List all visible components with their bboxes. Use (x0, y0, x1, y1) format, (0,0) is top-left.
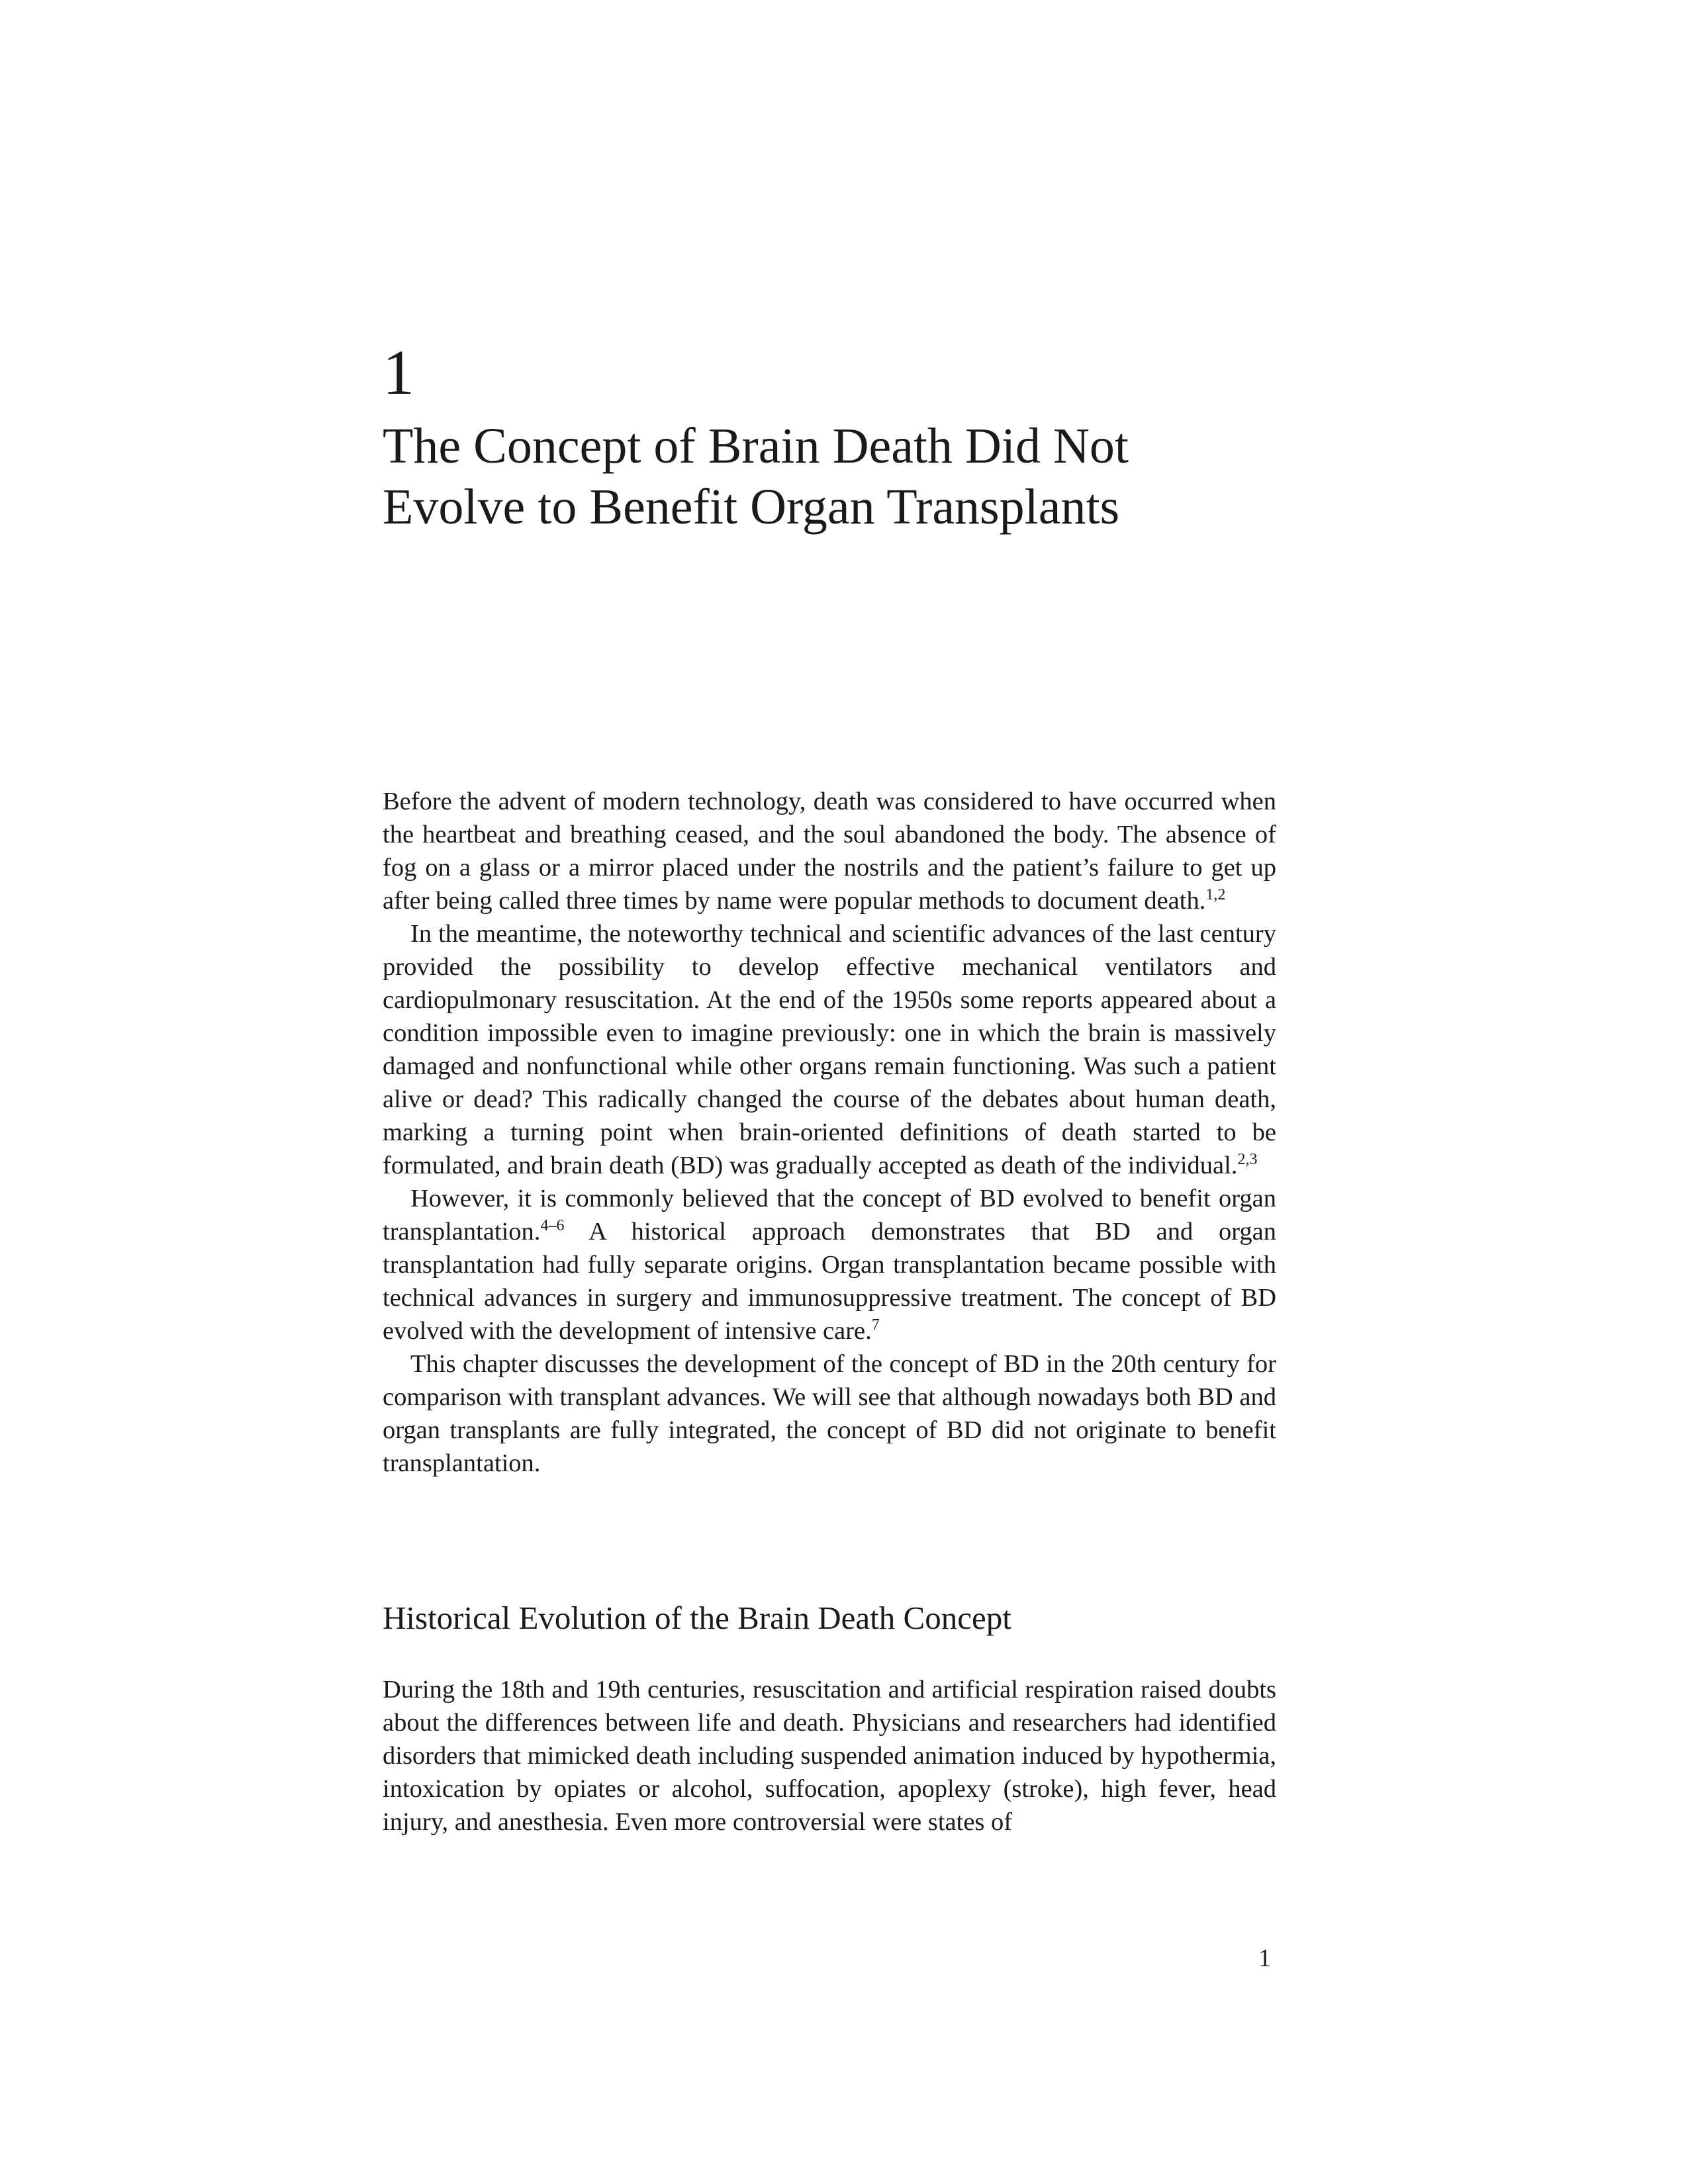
paragraph-4 (383, 1347, 1276, 1480)
page-number: 1 (1258, 1944, 1271, 1972)
chapter-body (383, 785, 1276, 1480)
citation-ref: 2,3 (1237, 1151, 1258, 1168)
chapter-title (383, 416, 1309, 537)
paragraph-1 (383, 785, 1276, 917)
chapter-number: 1 (383, 337, 414, 408)
section-paragraph: During the 18th and 19th centuries, resuscitation and artificial respiration raised doubts about the differences between life and death. Physicians and researchers had identified disorders that mimicked death including suspended animation induced by hypothermia, intoxication by opiates or alcohol, suffocation, apoplexy (stroke), high fever, head injury, and anesthesia. Even more controversial were states of (383, 1676, 1276, 1836)
paragraph-text: Before the advent of modern technology, death was considered to have occurred when the heartbeat and breathing ceased, and the soul abandoned the body. The absence of fog on a glass or a mirror placed under the nostrils and the patient’s failure to get up after being called three times by name were popular methods to document death. (383, 788, 1276, 915)
section-heading: Historical Evolution of the Brain Death Concept (383, 1600, 1011, 1636)
citation-ref: 7 (871, 1316, 880, 1334)
citation-ref: 1,2 (1205, 886, 1226, 903)
chapter-title-line-2: Evolve to Benefit Organ Transplants (383, 479, 1120, 535)
paragraph-text: In the meantime, the noteworthy technical and scientific advances of the last century provided the possibility to develop effective mechanical ventilators and cardiopulmonary resuscitation. At the end of the 1950s some reports appeared about a condition impossible even to imagine previously: one in which the brain is massively damaged and nonfunctional while other organs remain functioning. Was such a patient alive or dead? This radically changed the course of the debates about human death, marking a turning point when brain-oriented definitions of death started to be formulated, and brain death (BD) was gradually accepted as death of the individual. (383, 920, 1276, 1179)
paragraph-3 (383, 1182, 1276, 1347)
chapter-title-line-1: The Concept of Brain Death Did Not (383, 418, 1129, 474)
paragraph-text: A historical approach demonstrates that BD and organ transplantation had fully separate origins. Organ transplantation became possible with technical advances in surgery and immunosuppressive treatment. The concept of BD evolved with the development of intensive care. (383, 1218, 1276, 1345)
paragraph-2 (383, 917, 1276, 1182)
citation-ref: 4–6 (540, 1217, 565, 1234)
paragraph-text: However, it is commonly believed that the concept of BD evolved to benefit organ transplantation. (383, 1185, 1276, 1246)
paragraph-text: This chapter discusses the development of the concept of BD in the 20th century for comparison with transplant advances. We will see that although nowadays both BD and organ transplants are fully integrated, the concept of BD did not originate to benefit transplantation. (383, 1350, 1276, 1477)
section-body (383, 1673, 1276, 1839)
